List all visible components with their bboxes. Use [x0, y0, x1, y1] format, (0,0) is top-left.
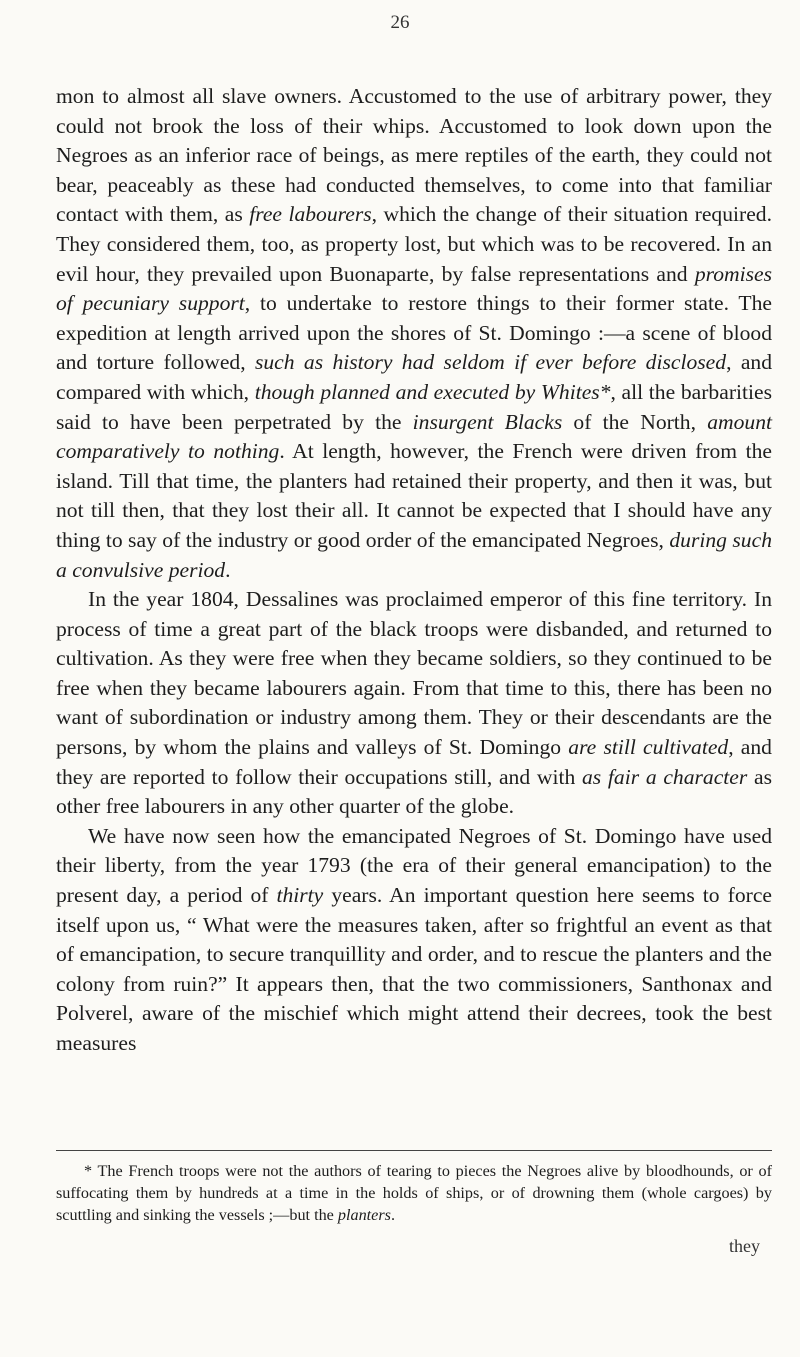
footnote-divider [56, 1150, 772, 1151]
footnote [56, 1160, 772, 1226]
text-segment: , which the change of their situation required. They considered them, too, as property lost, but which was to be recovered. In an evil hour, they prevailed upon Buonaparte, by false representations and [56, 202, 772, 286]
italic-text: amount comparatively to nothing [56, 409, 772, 464]
text-segment: We have now seen how the emancipated Negroes of St. Domingo have used their liberty, from the year 1793 (the era of their general emancipation) to the present day, a period of [56, 823, 772, 908]
italic-text: as fair a character [581, 764, 748, 789]
italic-text: such as history had seldom if ever before disclosed [254, 350, 727, 375]
italic-text: promises of pecuniary support [56, 261, 772, 316]
text-segment: mon to almost all slave owners. Accustomed to the use of arbitrary power, they could not brook the loss of their whips. Accustomed to look down upon the Negroes as an inferior race of beings, as mere reptiles of the earth, they could not bear, peaceably as these had conducted themselves, to come into that familiar contact with them, as [56, 84, 772, 227]
text-segment: . [390, 1206, 396, 1224]
text-segment: . At length, however, the French were driven from the island. Till that time, the planters had retained their property, and then it was, but not till then, that they lost their all. It cannot be expected that I should have any thing to say of the industry or good order of the emancipated Negroes, [56, 439, 772, 552]
page-number: 26 [390, 12, 410, 33]
italic-text: planters [337, 1206, 391, 1224]
text-segment: In the year 1804, Dessalines was proclaimed emperor of this fine territory. In process of time a great part of the black troops were disbanded, and returned to cultivation. As they were free when they became soldiers, so they continued to be free when they became labourers again. From that time to this, there has been no want of subordination or industry among them. They or their descendants are the persons, by whom the plains and valleys of St. Domingo [56, 587, 772, 760]
paragraph-1 [56, 82, 772, 585]
catchword: they [729, 1236, 760, 1256]
italic-text: though planned and executed by Whites* [254, 379, 611, 404]
text-segment: * The French troops were not the authors of tearing to pieces the Negroes alive by bloodhounds, or of suffocating them by hundreds at a time in the holds of ships, or of drowning them (whole cargoes) by scuttling and sinking the vessels ;—but the [56, 1162, 772, 1224]
text-segment: . [225, 557, 231, 582]
text-segment: years. An important question here seems to force itself upon us, “ What were the measures taken, after so frightful an event as that of emancipation, to secure tranquillity and order, and to rescue the planters and the colony from ruin?” It appears then, that the two commissioners, Santhonax and Polverel, aware of the mischief which might attend their decrees, took the best measures [56, 883, 772, 1055]
text-segment: , and compared with which, [56, 350, 772, 404]
text-segment: , to undertake to restore things to their former state. The expedition at length arrived upon the shores of St. Domingo :—a scene of blood and torture followed, [56, 291, 772, 375]
italic-text: are still cultivated [568, 735, 729, 760]
text-segment: , all the barbarities said to have been perpetrated by the [56, 379, 772, 434]
body-text [56, 82, 772, 1059]
italic-text: free labourers [249, 202, 372, 227]
italic-text: during such a convulsive period [56, 527, 772, 582]
text-segment: as other free labourers in any other quarter of the globe. [56, 764, 773, 819]
italic-text: insurgent Blacks [412, 409, 563, 434]
paragraph-3 [56, 822, 772, 1059]
footnote-text [56, 1160, 772, 1226]
italic-text: thirty [276, 883, 324, 908]
paragraph-2 [56, 585, 772, 822]
text-segment: of the North, [562, 409, 708, 434]
text-segment: , and they are reported to follow their occupations still, and with [56, 735, 772, 789]
